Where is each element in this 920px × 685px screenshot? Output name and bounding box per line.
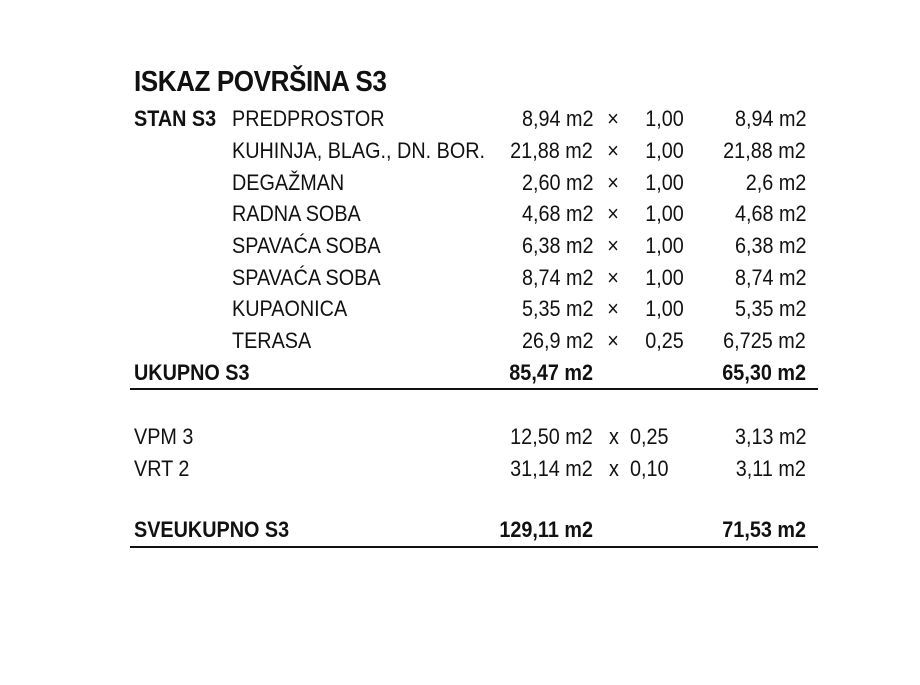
table-row [0,263,920,293]
room-name: KUPAONICA [232,296,348,321]
room-coefficient: 1,00 [645,265,684,290]
room-coefficient: 1,00 [645,106,684,131]
room-area: 6,38 m2 [521,233,593,258]
room-result: 6,38 m2 [734,233,806,258]
table-row [0,136,920,166]
extra-label: VRT 2 [134,456,190,481]
unit-total-row [0,358,920,388]
multiply-sign: x [609,456,619,481]
multiply-sign: × [607,328,619,353]
room-name: PREDPROSTOR [232,106,385,131]
multiply-sign: × [607,138,619,163]
unit-label: STAN S3 [134,106,217,131]
divider [130,388,818,390]
room-name: TERASA [232,328,312,353]
extra-result: 3,13 m2 [734,424,806,449]
extra-coefficient: 0,25 [630,424,669,449]
room-name: KUHINJA, BLAG., DN. BOR. [232,138,486,163]
table-row [0,104,920,134]
table-row [0,199,920,229]
room-result: 6,725 m2 [723,328,806,353]
grand-total-row [0,515,920,545]
room-coefficient: 1,00 [645,233,684,258]
page-title: ISKAZ POVRŠINA S3 [134,66,387,98]
extra-area: 12,50 m2 [510,424,593,449]
extra-result: 3,11 m2 [735,456,806,481]
table-row [0,326,920,356]
room-area: 5,35 m2 [521,296,593,321]
table-row [0,294,920,324]
room-result: 21,88 m2 [723,138,806,163]
room-area: 2,60 m2 [521,170,593,195]
unit-total-label: UKUPNO S3 [134,360,250,385]
multiply-sign: × [607,201,619,226]
room-area: 26,9 m2 [521,328,593,353]
grand-total-label: SVEUKUPNO S3 [134,517,290,542]
room-result: 2,6 m2 [745,170,806,195]
table-row [0,231,920,261]
multiply-sign: × [607,233,619,258]
room-result: 5,35 m2 [734,296,806,321]
room-coefficient: 1,00 [645,296,684,321]
room-result: 4,68 m2 [734,201,806,226]
unit-total-result: 65,30 m2 [722,360,806,385]
room-result: 8,94 m2 [734,106,806,131]
unit-total-area: 85,47 m2 [509,360,593,385]
table-row [0,168,920,198]
grand-total-area: 129,11 m2 [499,517,593,542]
room-name: DEGAŽMAN [232,170,345,195]
grand-total-result: 71,53 m2 [722,517,806,542]
extra-label: VPM 3 [134,424,194,449]
room-name: SPAVAĆA SOBA [232,265,381,290]
multiply-sign: × [607,106,619,131]
extra-area: 31,14 m2 [510,456,593,481]
extra-coefficient: 0,10 [630,456,669,481]
table-row [0,454,920,484]
room-coefficient: 1,00 [645,138,684,163]
room-name: RADNA SOBA [232,201,361,226]
room-area: 21,88 m2 [510,138,593,163]
room-name: SPAVAĆA SOBA [232,233,381,258]
multiply-sign: x [609,424,619,449]
room-area: 8,94 m2 [521,106,593,131]
room-coefficient: 0,25 [645,328,684,353]
room-coefficient: 1,00 [645,170,684,195]
room-result: 8,74 m2 [734,265,806,290]
table-row [0,422,920,452]
room-coefficient: 1,00 [645,201,684,226]
multiply-sign: × [607,170,619,195]
divider [130,546,818,548]
room-area: 4,68 m2 [521,201,593,226]
multiply-sign: × [607,296,619,321]
multiply-sign: × [607,265,619,290]
room-area: 8,74 m2 [521,265,593,290]
